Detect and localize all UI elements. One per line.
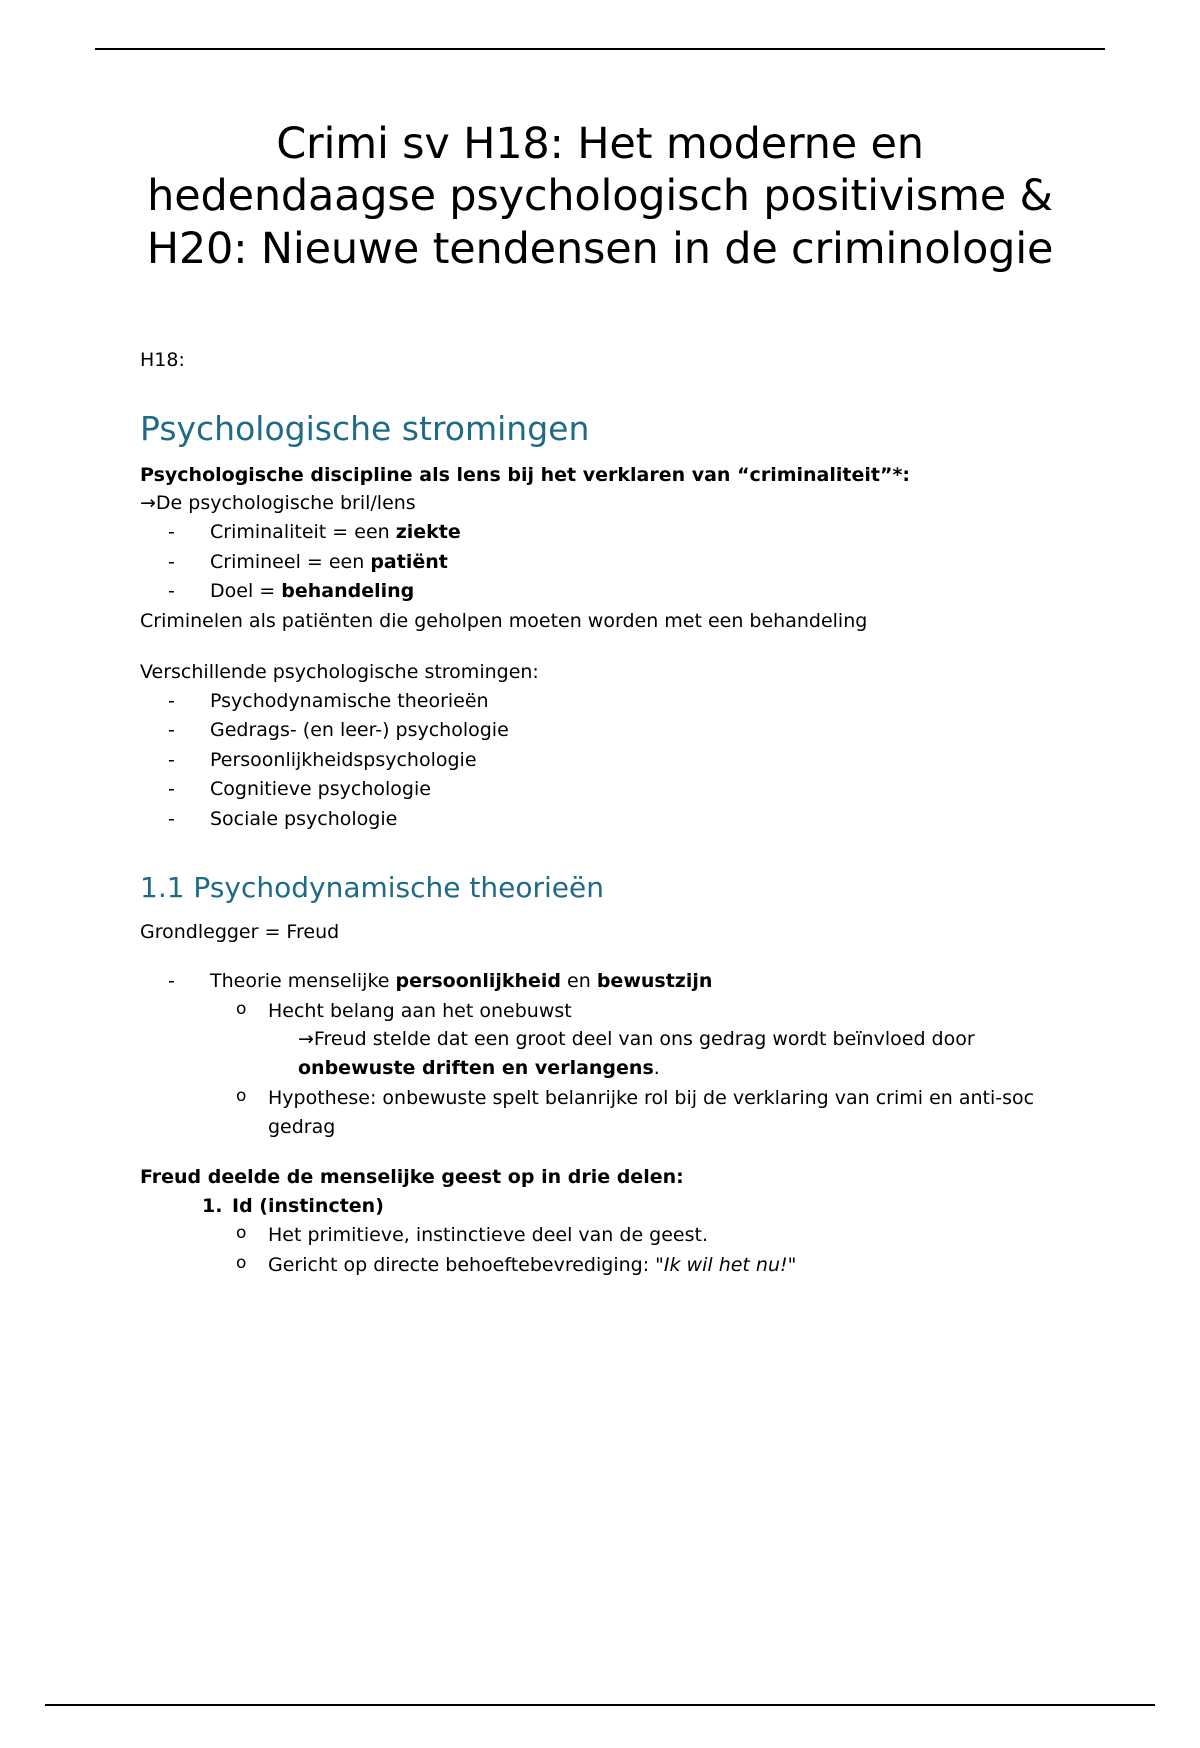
freud-id-sublist <box>140 1221 1060 1280</box>
list-item <box>236 997 1060 1083</box>
list-item-emphasis: behandeling <box>281 580 415 603</box>
list-item-text: Crimineel = een <box>210 550 371 573</box>
list-item <box>202 1192 1060 1221</box>
footer-divider <box>45 1704 1155 1706</box>
paragraph-grondlegger: Grondlegger = Freud <box>140 921 340 944</box>
nested-arrow-suffix: . <box>653 1056 660 1079</box>
list-item-text: Psychodynamische theorieën <box>210 689 489 712</box>
list-item-emphasis-bewustzijn: bewustzijn <box>596 970 713 993</box>
list-item-text: Hypothese: onbewuste spelt belanrijke rol bij de verklaring van crimi en anti-soc gedrag <box>268 1087 1035 1138</box>
nested-arrow-text: →Freud stelde dat een groot deel van ons gedrag wordt beïnvloed door <box>298 1028 975 1051</box>
paragraph-criminelen: Criminelen als patiënten die geholpen moeten worden met een behandeling <box>140 609 868 632</box>
list-item <box>168 518 1060 548</box>
subsection-heading-psychodynamische-theorieen: 1.1 Psychodynamische theorieën <box>140 870 604 904</box>
lead-bold-text: Psychologische discipline als lens bij het verklaren van “criminaliteit”*: <box>140 463 910 486</box>
freud-heading-text: Freud deelde de menselijke geest op in drie delen: <box>140 1166 684 1189</box>
list-item-text: Criminaliteit = een <box>210 520 396 543</box>
list-item-quote: Ik wil het nu! <box>663 1254 788 1277</box>
nested-arrow-emphasis: onbewuste driften en verlangens <box>298 1056 654 1079</box>
list-item <box>168 775 1060 805</box>
list-item <box>168 687 1060 717</box>
list-item-text: Id (instincten) <box>232 1195 384 1218</box>
list-item-emphasis: patiënt <box>370 550 448 573</box>
list-item-emphasis: ziekte <box>395 520 461 543</box>
list-item <box>236 1084 1060 1141</box>
header-divider <box>95 48 1105 50</box>
list-item <box>168 548 1060 578</box>
spacer <box>140 947 1060 967</box>
list-item <box>168 746 1060 776</box>
theorie-list <box>140 967 1060 997</box>
list-item-text-end: " <box>787 1254 797 1277</box>
stromingen-list <box>140 687 1060 835</box>
list-item-text: Doel = <box>210 580 282 603</box>
document-page <box>0 48 1200 1748</box>
freud-parts-list <box>140 1192 1060 1221</box>
nested-arrow-note <box>268 1025 1060 1082</box>
list-item <box>168 577 1060 607</box>
document-content <box>95 118 1105 1280</box>
list-item-text: Persoonlijkheidspsychologie <box>210 748 477 771</box>
list-item-text: Theorie menselijke <box>210 970 396 993</box>
list-item-text: Sociale psychologie <box>210 808 398 830</box>
definition-list <box>140 518 1060 607</box>
list-item <box>236 1221 1060 1250</box>
list-item-text: Gedrags- (en leer-) psychologie <box>210 719 509 742</box>
list-item <box>168 805 1060 835</box>
list-item-text: Hecht belang aan het onebuwst <box>268 999 572 1022</box>
list-item <box>168 967 1060 997</box>
page-title: Crimi sv H18: Het moderne en hedendaagse psychologisch positivisme & H20: Nieuwe tendensen in de criminologie <box>146 119 1054 274</box>
list-intro-stromingen: Verschillende psychologische stromingen: <box>140 660 539 683</box>
chapter-label: H18: <box>140 349 185 372</box>
list-item <box>168 716 1060 746</box>
arrow-line-bril-lens: →De psychologische bril/lens <box>140 492 416 515</box>
list-item-text: Cognitieve psychologie <box>210 778 431 801</box>
section-heading-psychologische-stromingen: Psychologische stromingen <box>140 408 590 448</box>
theorie-sublist <box>140 997 1060 1142</box>
list-item-text-mid: en <box>561 970 597 993</box>
list-item-text: Het primitieve, instinctieve deel van de geest. <box>268 1223 709 1246</box>
list-item-text: Gericht op directe behoeftebevrediging: " <box>268 1254 664 1277</box>
list-item <box>236 1251 1060 1280</box>
list-item-emphasis-persoonlijkheid: persoonlijkheid <box>395 970 562 993</box>
